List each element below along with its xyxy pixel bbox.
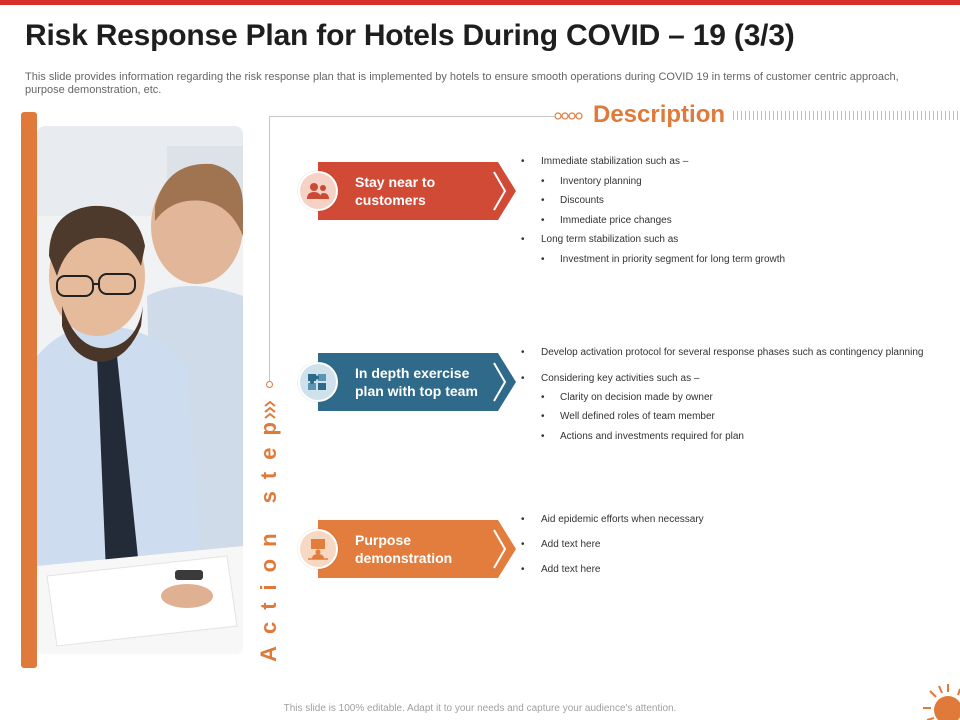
- banner-icon-circle: [298, 171, 338, 211]
- step-banner-stay-near: [298, 162, 516, 220]
- description-heading: Description: [593, 101, 726, 128]
- banner-label: Purpose demonstration: [355, 532, 453, 566]
- presentation-icon: [306, 538, 330, 560]
- connector-circles-icon: [554, 111, 584, 121]
- people-icon: [306, 181, 330, 201]
- banner-icon-circle: [298, 529, 338, 569]
- connector-line-horizontal: [269, 116, 554, 117]
- footer-note: This slide is 100% editable. Adapt it to your needs and capture your audience's attention.: [283, 703, 677, 714]
- banner-icon-circle: [298, 362, 338, 402]
- banner-label: Stay near to customers: [355, 174, 436, 208]
- banner-label: In depth exercise plan with top team: [355, 365, 478, 399]
- action-step-label: [254, 410, 284, 662]
- sun-decoration-icon: [912, 674, 960, 720]
- top-accent-bar: [0, 0, 960, 5]
- description-hatch-decoration: [733, 111, 960, 120]
- connector-line-vertical: [269, 117, 270, 382]
- puzzle-icon: [306, 371, 330, 393]
- action-step-text: Action step: [256, 410, 282, 662]
- slide-subtitle: This slide provides information regarding the risk response plan that is implemented by hotels to ensure smooth operations during COVID 19 in terms of customer centric approach, purpose demonstration, etc.: [25, 71, 899, 96]
- connector-dot: [266, 381, 273, 388]
- step-banner-purpose: [298, 520, 516, 578]
- left-accent-bar: [21, 112, 37, 668]
- slide-title: Risk Response Plan for Hotels During COVID – 19 (3/3): [25, 19, 795, 52]
- business-photo: [37, 126, 243, 654]
- step-banner-exercise-plan: [298, 353, 516, 411]
